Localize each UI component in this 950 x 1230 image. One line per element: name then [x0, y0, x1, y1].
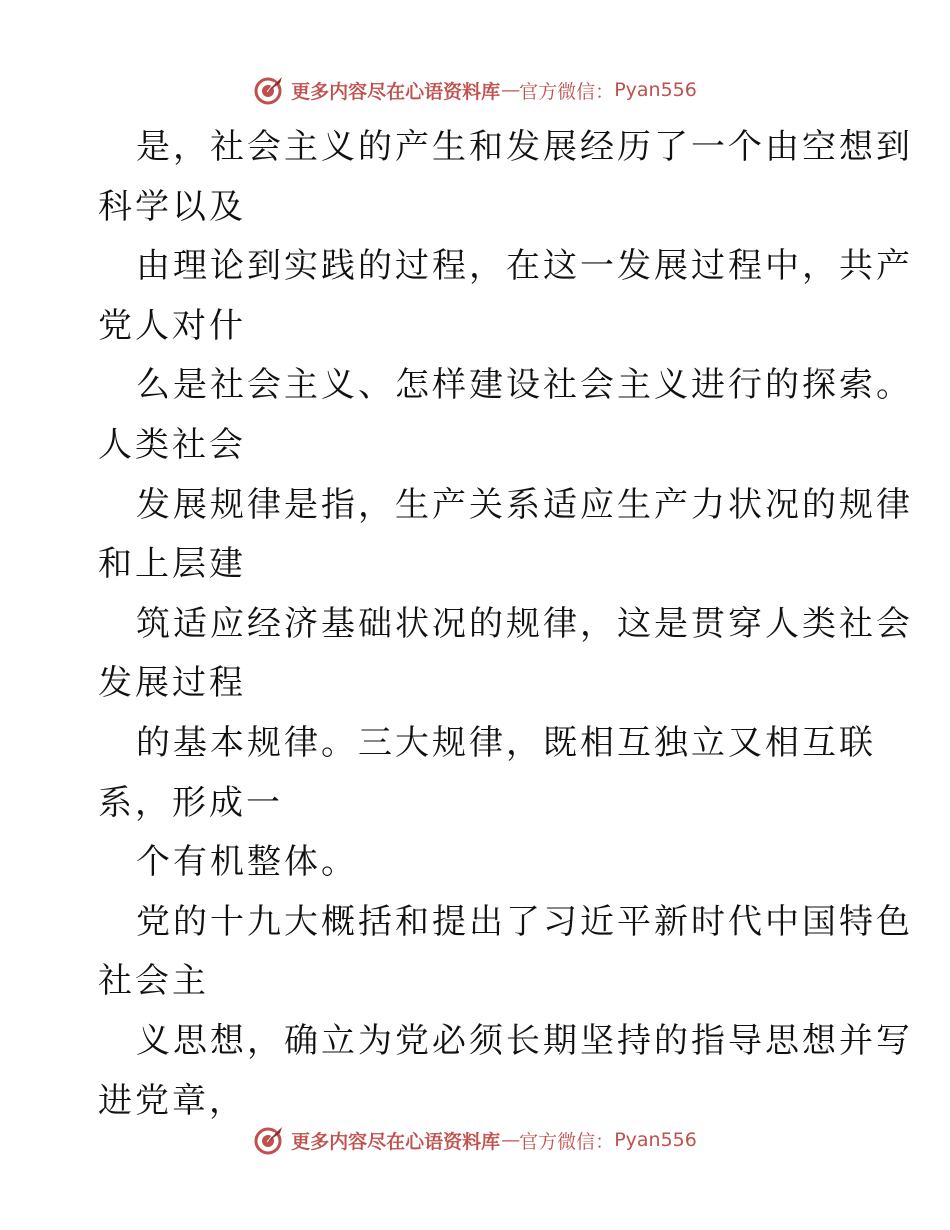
text-line: 筑适应经济基础状况的规律，这是贯穿人类社会: [136, 603, 913, 644]
footer-banner-text: 更多内容尽在心语资料库: [291, 1130, 501, 1153]
header-banner-text: 更多内容尽在心语资料库: [291, 80, 501, 103]
text-line: 党人对什: [98, 305, 246, 346]
text-line: 进党章，: [98, 1080, 246, 1121]
body-text: [98, 118, 913, 1131]
footer-banner-label: 官方微信：: [519, 1130, 615, 1153]
footer-banner-dash: —: [501, 1129, 519, 1151]
text-line: 由理论到实践的过程，在这一发展过程中，共产: [136, 246, 913, 287]
header-banner-wechat-id: Pyan556: [614, 79, 697, 101]
footer-banner: [0, 1120, 950, 1160]
quill-pen-logo-icon: [253, 1124, 285, 1156]
text-line: 科学以及: [98, 186, 246, 227]
text-line: 么是社会主义、怎样建设社会主义进行的探索。: [136, 365, 913, 406]
text-line: 发展过程: [98, 663, 246, 704]
text-line: 党的十九大概括和提出了习近平新时代中国特色: [136, 901, 913, 942]
text-line: 是，社会主义的产生和发展经历了一个由空想到: [136, 127, 913, 167]
text-line: 个有机整体。: [136, 842, 358, 883]
text-line: 人类社会: [98, 424, 246, 465]
header-banner-label: 官方微信：: [519, 80, 615, 103]
header-banner: [0, 70, 950, 110]
text-line: 系，形成一: [98, 782, 283, 823]
text-line: 发展规律是指，生产关系适应生产力状况的规律: [136, 484, 913, 525]
quill-pen-logo-icon: [253, 74, 285, 106]
header-banner-dash: —: [501, 79, 519, 101]
text-line: 的基本规律。三大规律，既相互独立又相互联: [136, 722, 876, 763]
text-line: 和上层建: [98, 544, 246, 585]
text-line: 社会主: [98, 961, 209, 1002]
footer-banner-wechat-id: Pyan556: [614, 1129, 697, 1151]
text-line: 义思想，确立为党必须长期坚持的指导思想并写: [136, 1020, 913, 1061]
